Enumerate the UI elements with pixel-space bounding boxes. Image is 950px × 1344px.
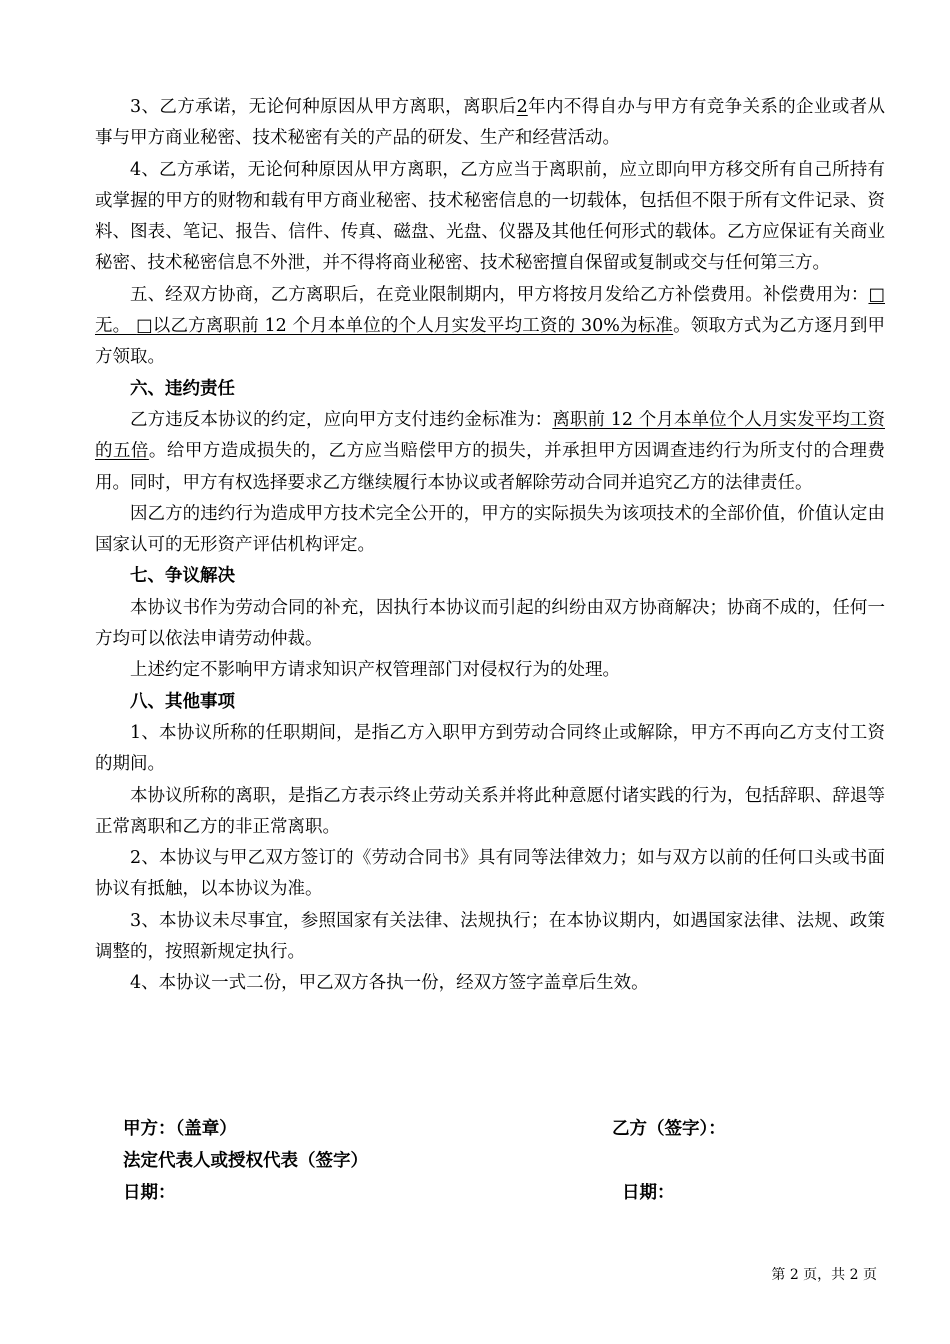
section-8-item: 3、本协议未尽事宜，参照国家有关法律、法规执行；在本协议期内，如遇国家法律、法规、政策调整的，按照新规定执行。 bbox=[95, 910, 885, 963]
section-8-item: 1、本协议所称的任职期间，是指乙方入职甲方到劳动合同终止或解除，甲方不再向乙方支付工资的期间。 bbox=[95, 722, 885, 775]
party-b-date-label: 日期： bbox=[622, 1183, 675, 1203]
page-number: 第 2 页，共 2 页 bbox=[771, 1267, 877, 1283]
section-5-compensation: 五、经双方协商，乙方离职后，在竞业限制期内，甲方将按月发给乙方补偿费用。补偿费用为：□无。 □以乙方离职前 12 个月本单位的个人月实发平均工资的 30%为标准。领取方式为乙方逐月到甲方领取。 bbox=[95, 284, 885, 368]
clause-3: 3、乙方承诺，无论何种原因从甲方离职，离职后2年内不得自办与甲方有竞争关系的企业或者从事与甲方商业秘密、技术秘密有关的产品的研发、生产和经营活动。 bbox=[95, 97, 885, 149]
penalty-standard: 离职前 12 个月本单位个人月实发平均工资的五倍 bbox=[95, 409, 885, 462]
party-b-label: 乙方（签字）： bbox=[612, 1119, 726, 1139]
section-8-item: 本协议所称的离职，是指乙方表示终止劳动关系并将此种意愿付诸实践的行为，包括辞职、辞退等正常离职和乙方的非正常离职。 bbox=[95, 785, 885, 837]
section-8-item: 4、本协议一式二份，甲乙双方各执一份，经双方签字盖章后生效。 bbox=[130, 973, 649, 994]
section-6-heading: 六、违约责任 bbox=[130, 378, 235, 399]
section-8-item: 2、本协议与甲乙双方签订的《劳动合同书》具有同等法律效力；如与双方以前的任何口头或书面协议有抵触，以本协议为准。 bbox=[95, 848, 885, 900]
option-percentage: □以乙方离职前 12 个月本单位的个人月实发平均工资的 30%为标准 bbox=[136, 316, 674, 337]
party-a-date-label: 日期： bbox=[123, 1183, 176, 1203]
non-compete-years: 2 bbox=[516, 97, 528, 117]
section-7-heading: 七、争议解决 bbox=[130, 566, 235, 587]
option-none: □无。 bbox=[95, 284, 885, 337]
section-7-para-1: 本协议书作为劳动合同的补充，因执行本协议而引起的纠纷由双方协商解决；协商不成的，任何一方均可以依法申请劳动仲裁。 bbox=[95, 597, 885, 650]
party-a-label: 甲方：（盖章） bbox=[123, 1119, 237, 1139]
section-8-heading: 八、其他事项 bbox=[130, 691, 235, 712]
agreement-body bbox=[95, 92, 885, 1000]
clause-4: 4、乙方承诺，无论何种原因从甲方离职，乙方应当于离职前，应立即向甲方移交所有自己所持有或掌握的甲方的财物和载有甲方商业秘密、技术秘密信息的一切载体，包括但不限于所有文件记录、资料、图表、笔记、报告、信件、传真、磁盘、光盘、仪器及其他任何形式的载体。乙方应保证有关商业秘密、技术秘密信息不外泄，并不得将商业秘密、技术秘密擅自保留或复制或交与任何第三方。 bbox=[95, 159, 885, 274]
section-6-para-1: 乙方违反本协议的约定，应向甲方支付违约金标准为：离职前 12 个月本单位个人月实发平均工资的五倍。给甲方造成损失的，乙方应当赔偿甲方的损失，并承担甲方因调查违约行为所支付的合理费用。同时，甲方有权选择要求乙方继续履行本协议或者解除劳动合同并追究乙方的法律责任。 bbox=[95, 409, 886, 493]
section-7-para-2: 上述约定不影响甲方请求知识产权管理部门对侵权行为的处理。 bbox=[130, 660, 620, 681]
section-6-para-2: 因乙方的违约行为造成甲方技术完全公开的，甲方的实际损失为该项技术的全部价值，价值认定由国家认可的无形资产评估机构评定。 bbox=[95, 503, 885, 556]
legal-representative-label: 法定代表人或授权代表（签字） bbox=[123, 1151, 368, 1171]
